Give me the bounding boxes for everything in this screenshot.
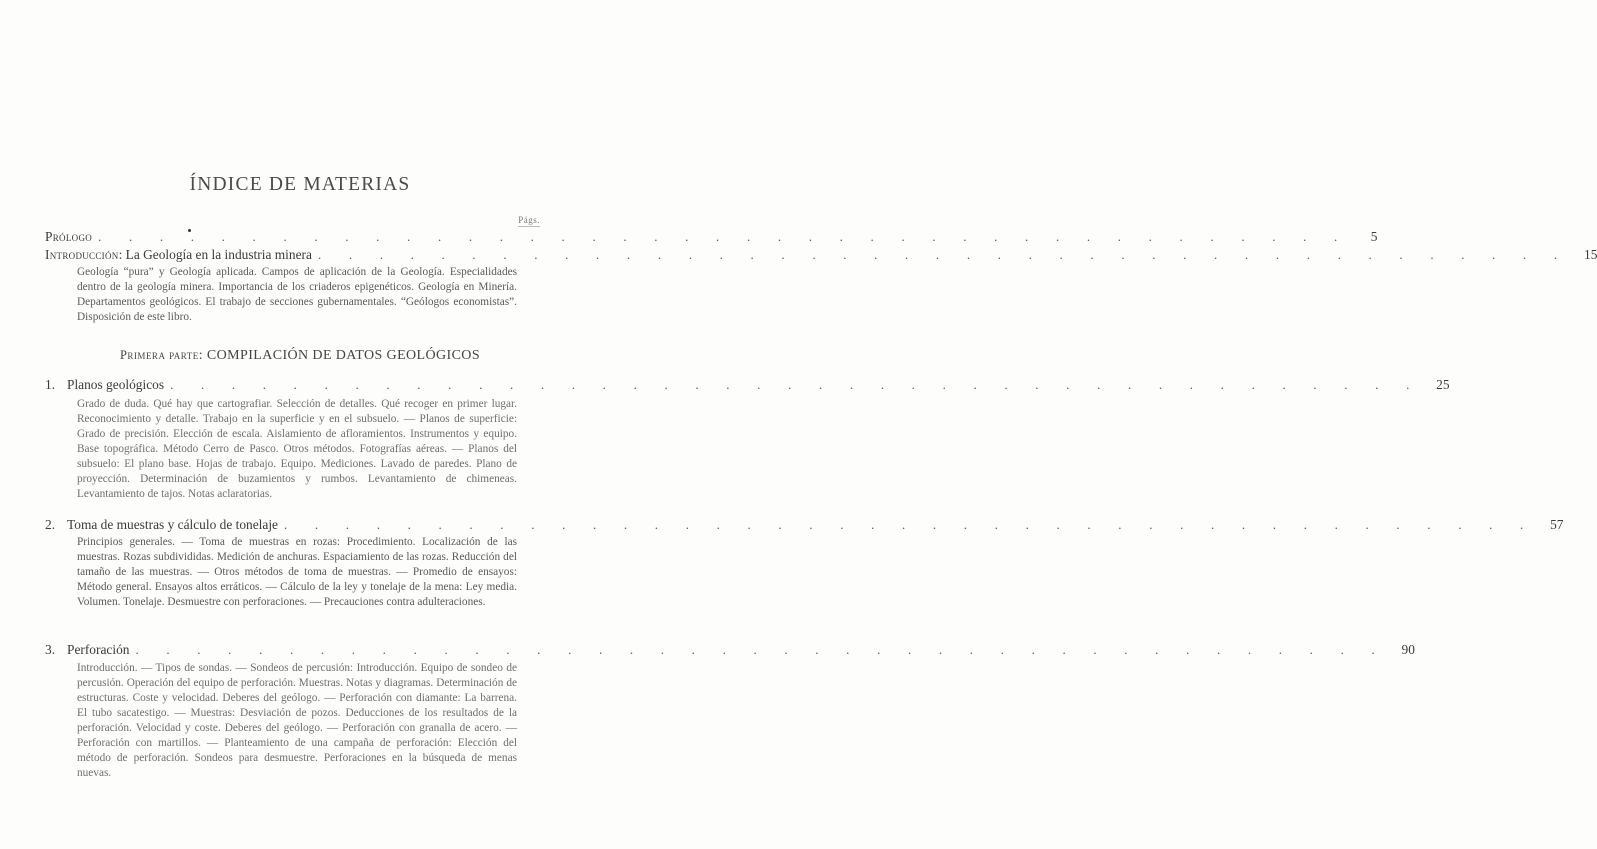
chapter-number: 3. [45,642,56,657]
toc-entry-prologo[interactable] [45,228,1378,246]
leader-dots: . . . . . . . . . . . . . . . . . . . . . . . . . . . . . . . . . . . . . . . . . [135,642,1387,657]
page-number: 5 [1370,229,1378,244]
page-title: ÍNDICE DE MATERIAS [189,174,411,195]
leader-dots: . . . . . . . . . . . . . . . . . . . . . . . . . . . . . . . . . . . . . . . . . [98,229,1350,244]
entry-label: Introducción: La Geología en la industria minera [45,247,312,262]
page-number: 25 [1436,377,1450,392]
part-heading: Primera parte: COMPILACIÓN DE DATOS GEOLÓGICOS [119,348,481,363]
chapter-title: Toma de muestras y cálculo de tonelaje [67,517,278,532]
toc-entry-introduccion[interactable] [45,246,1597,264]
toc-entry-chapter-2[interactable] [45,516,1564,534]
entry-description: Grado de duda. Qué hay que cartografiar. Selección de detalles. Qué recoger en primer lugar. Reconocimiento y detalle. Trabajo en la superficie y en el subsuelo. — Planos de superficie: Grado de precisión. Elección de escala. Aislamiento de afloramientos. Instrumentos y equipo. Base topográfica. Método Cerro de Pasco. Otros métodos. Fotografías aéreas. — Planos del subsuelo: El plano base. Hojas de trabajo. Equipo. Mediciones. Lavado de paredes. Plano de proyección. Determinación de buzamientos y rumbos. Levantamiento de chimeneas. Levantamiento de tajos. Notas aclaratorias. [77,398,517,500]
chapter-title: Planos geológicos [67,377,165,392]
leader-dots: . . . . . . . . . . . . . . . . . . . . . . . . . . . . . . . . . . . . . . . . . [317,247,1570,262]
leader-dots: . . . . . . . . . . . . . . . . . . . . . . . . . . . . . . . . . . . . . . . . . [284,517,1536,532]
entry-subtitle: La Geología en la industria minera [125,247,312,262]
page-number: 90 [1401,642,1415,657]
entry-description: Introducción. — Tipos de sondas. — Sondeos de percusión: Introducción. Equipo de sondeo de percusión. Operación del equipo de perforación. Muestras. Notas y diagramas. Determinación de estructuras. Coste y velocidad. Deberes del geólogo. — Perforación con diamante: La barrena. El tubo sacatestigo. — Muestras: Desviación de pozos. Deducciones de los resultados de la perforación. Velocidad y coste. Deberes del geólogo. — Perforación con granalla de acero. — Perforación con martillos. — Planteamiento de una campaña de perforación: Elección del método de perforación. Sondeos para desmuestre. Perforaciones en la búsqueda de menas nuevas. [77,662,517,779]
chapter-number: 1. [45,377,56,392]
entry-description: Principios generales. — Toma de muestras en rozas: Procedimiento. Localización de las muestras. Rozas subdivididas. Medición de anchuras. Espaciamiento de las rozas. Reducción del tamaño de las muestras. — Otros métodos de toma de muestras. — Promedio de ensayos: Método general. Ensayos altos erráticos. — Cálculo de la ley y tonelaje de la mena: Ley media. Volumen. Tonelaje. Desmuestre con perforaciones. — Precauciones contra adulteraciones. [77,536,517,608]
chapter-number: 2. [45,517,56,532]
entry-label: Prólogo [45,229,93,244]
chapter-title: Perforación [67,642,130,657]
toc-entry-chapter-3[interactable] [45,641,1415,659]
pages-column-header: Págs. [518,215,540,225]
entry-description: Geología “pura” y Geología aplicada. Campos de aplicación de la Geología. Especialidades dentro de la geología minera. Importancia de los criaderos epigenéticos. Geología en Minería. Departamentos geológicos. El trabajo de secciones gubernamentales. “Geólogos economistas”. Disposición de este libro. [77,266,517,323]
page-number: 15 [1584,247,1597,262]
leader-dots: . . . . . . . . . . . . . . . . . . . . . . . . . . . . . . . . . . . . . . . . . [170,377,1422,392]
page-number: 57 [1550,517,1564,532]
toc-entry-chapter-1[interactable] [45,376,1450,394]
